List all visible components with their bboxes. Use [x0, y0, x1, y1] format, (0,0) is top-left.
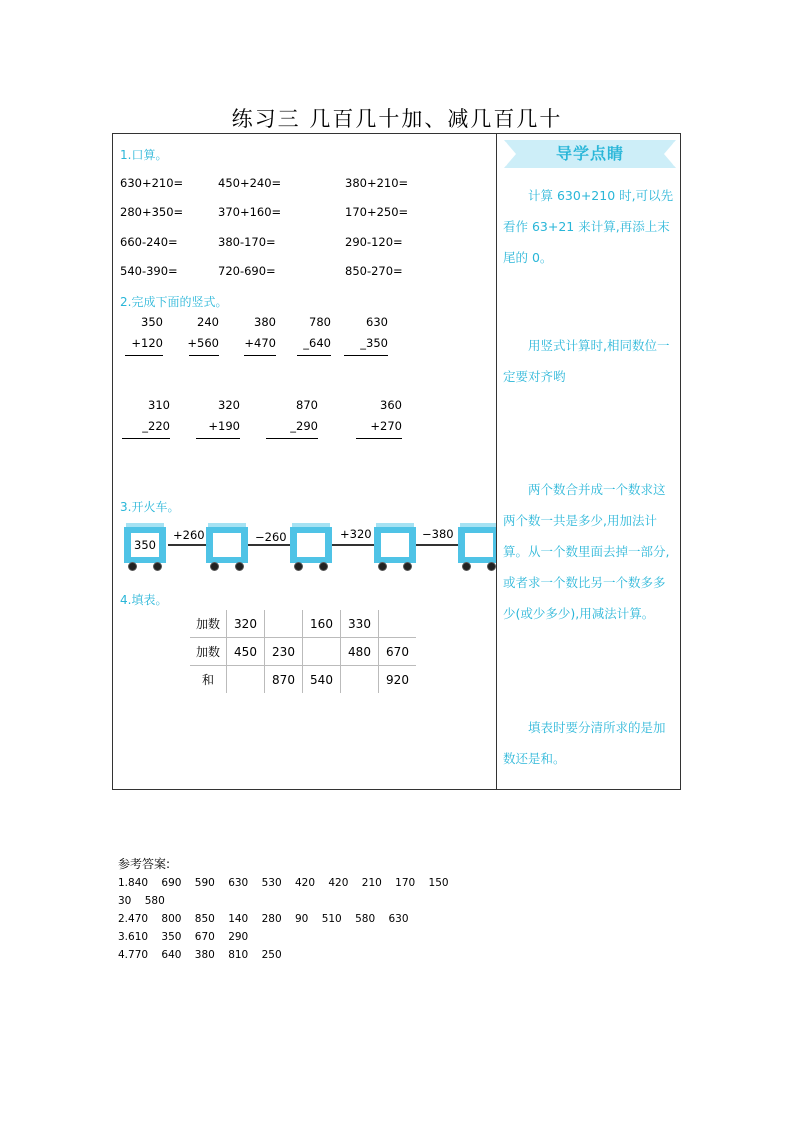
column-divider [496, 133, 497, 789]
car-window-blank[interactable] [381, 533, 409, 557]
car-window-blank[interactable] [465, 533, 493, 557]
answer-line-2: 30 580 [118, 895, 165, 907]
oral-problem: 290-120= [345, 235, 403, 249]
table-row [190, 610, 416, 638]
train-car-5-clip [458, 523, 496, 575]
wheel-icon [210, 562, 219, 571]
vertical-top-number: 380 [254, 315, 276, 329]
train-car-4 [374, 523, 416, 567]
vertical-top-number: 350 [141, 315, 163, 329]
answer-line-5: 4.770 640 380 810 250 [118, 949, 282, 961]
vertical-operand: _290 [290, 419, 318, 433]
vertical-operand: _350 [360, 336, 388, 350]
train-op-2: −260 [255, 530, 287, 544]
section-2-heading: 2.完成下面的竖式。 [120, 295, 228, 309]
table-cell[interactable] [341, 666, 379, 694]
car-window-blank[interactable] [297, 533, 325, 557]
oral-problem: 450+240= [218, 176, 282, 190]
answer-line-4: 3.610 350 670 290 [118, 931, 249, 943]
car-window-blank[interactable] [213, 533, 241, 557]
answer-underline[interactable] [356, 438, 402, 439]
table-cell[interactable]: 160 [303, 610, 341, 638]
section-4-heading: 4.填表。 [120, 593, 168, 607]
table-cell[interactable]: 230 [265, 638, 303, 666]
wheel-icon [153, 562, 162, 571]
vertical-top-number: 870 [296, 398, 318, 412]
vertical-operand: +120 [131, 336, 163, 350]
oral-problem: 720-690= [218, 264, 276, 278]
answer-underline[interactable] [297, 355, 331, 356]
vertical-top-number: 630 [366, 315, 388, 329]
train-op-4: −380 [422, 527, 454, 541]
section-3-heading: 3.开火车。 [120, 500, 180, 514]
section-1-heading: 1.口算。 [120, 148, 168, 162]
vertical-operand: _640 [303, 336, 331, 350]
oral-problem: 370+160= [218, 205, 282, 219]
vertical-operand: _220 [142, 419, 170, 433]
table-cell[interactable]: 540 [303, 666, 341, 694]
tip-oral-calculation: 计算 630+210 时,可以先看作 63+21 来计算,再添上末尾的 0。 [503, 188, 674, 265]
table-cell[interactable] [227, 666, 265, 694]
train-car-3 [290, 523, 332, 567]
table-cell[interactable]: 920 [379, 666, 417, 694]
vertical-operand: +470 [244, 336, 276, 350]
train-car-5 [458, 523, 496, 567]
tip-fill-table: 填表时要分清所求的是加数还是和。 [503, 720, 666, 766]
answer-underline[interactable] [196, 438, 240, 439]
wheel-icon [319, 562, 328, 571]
oral-problem: 280+350= [120, 205, 184, 219]
table-cell[interactable] [265, 610, 303, 638]
oral-problem: 540-390= [120, 264, 178, 278]
oral-problem: 380+210= [345, 176, 409, 190]
wheel-icon [235, 562, 244, 571]
vertical-top-number: 320 [218, 398, 240, 412]
table-cell[interactable] [379, 610, 417, 638]
vertical-top-number: 310 [148, 398, 170, 412]
answer-line-1: 1.840 690 590 630 530 420 420 210 170 150 [118, 877, 449, 889]
sidebar-heading-banner [504, 140, 676, 168]
oral-problem: 380-170= [218, 235, 276, 249]
wheel-icon [294, 562, 303, 571]
wheel-icon [403, 562, 412, 571]
vertical-top-number: 360 [380, 398, 402, 412]
vertical-top-number: 240 [197, 315, 219, 329]
table-cell[interactable]: 330 [341, 610, 379, 638]
vertical-operand: +190 [208, 419, 240, 433]
wheel-icon [487, 562, 496, 571]
oral-problem: 630+210= [120, 176, 184, 190]
car-window-start-value: 350 [131, 533, 159, 557]
vertical-operand: +560 [187, 336, 219, 350]
tip-vertical-alignment: 用竖式计算时,相同数位一定要对齐哟 [503, 338, 670, 384]
row-label: 加数 [190, 638, 227, 666]
wheel-icon [128, 562, 137, 571]
train-car-1 [124, 523, 166, 567]
wheel-icon [378, 562, 387, 571]
wheel-icon [462, 562, 471, 571]
oral-problem: 850-270= [345, 264, 403, 278]
page-title: 练习三 几百几十加、减几百几十 [231, 107, 563, 131]
vertical-operand: +270 [370, 419, 402, 433]
answer-line-3: 2.470 800 850 140 280 90 510 580 630 [118, 913, 409, 925]
train-car-2 [206, 523, 248, 567]
answer-underline[interactable] [244, 355, 276, 356]
tip-add-subtract-meaning: 两个数合并成一个数求这两个数一共是多少,用加法计算。从一个数里面去掉一部分,或者求一个数比另一个数多多少(或少多少),用减法计算。 [503, 482, 670, 621]
row-label: 和 [190, 666, 227, 694]
answer-underline[interactable] [189, 355, 219, 356]
table-cell[interactable]: 320 [227, 610, 265, 638]
answer-underline[interactable] [125, 355, 163, 356]
oral-problem: 660-240= [120, 235, 178, 249]
answer-underline[interactable] [344, 355, 388, 356]
table-row [190, 666, 416, 694]
train-op-3: +320 [340, 527, 372, 541]
vertical-top-number: 780 [309, 315, 331, 329]
table-cell[interactable]: 870 [265, 666, 303, 694]
answers-heading: 参考答案: [118, 857, 171, 871]
table-cell[interactable] [303, 638, 341, 666]
table-cell[interactable]: 670 [379, 638, 417, 666]
sidebar-heading: 导学点睛 [555, 144, 624, 163]
table-cell[interactable]: 450 [227, 638, 265, 666]
table-row [190, 638, 416, 666]
fill-table [190, 610, 416, 693]
row-label: 加数 [190, 610, 227, 638]
train-op-1: +260 [173, 528, 205, 542]
answer-underline[interactable] [122, 438, 170, 439]
oral-problem: 170+250= [345, 205, 409, 219]
answer-underline[interactable] [266, 438, 318, 439]
table-cell[interactable]: 480 [341, 638, 379, 666]
